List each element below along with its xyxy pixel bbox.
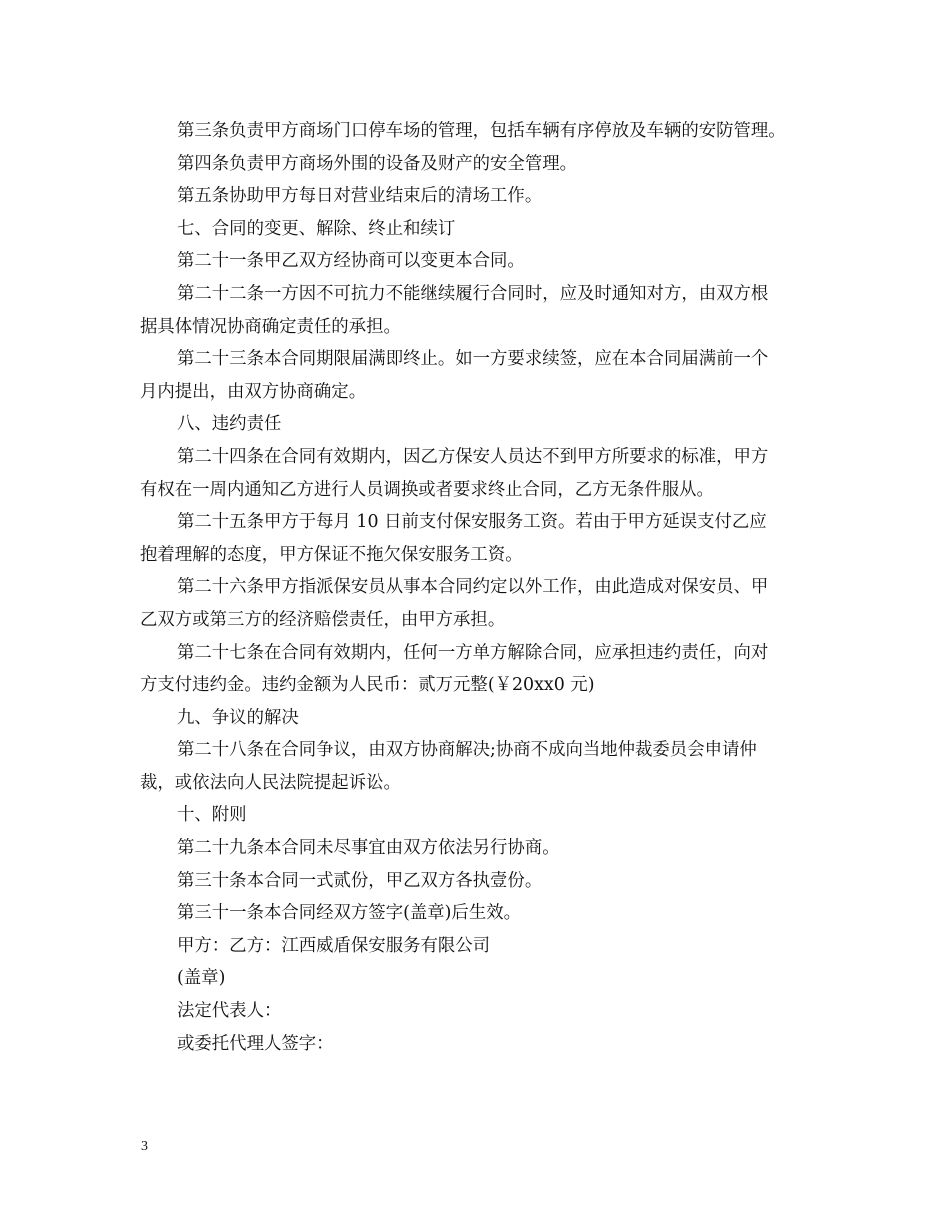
clause-paragraph: 第二十七条在合同有效期内，任何一方单方解除合同，应承担违约责任，向对	[177, 642, 769, 663]
clause-paragraph-continuation: 方支付违约金。违约金额为人民币：贰万元整(￥20xx0 元)	[140, 675, 595, 696]
seal-label: (盖章)	[177, 968, 226, 989]
clause-paragraph: 第二十八条在合同争议，由双方协商解决;协商不成向当地仲裁委员会申请仲	[177, 740, 757, 761]
section-heading: 九、争议的解决	[177, 707, 299, 728]
clause-paragraph-continuation: 据具体情况协商确定责任的承担。	[140, 316, 401, 337]
clause-paragraph: 第三条负责甲方商场门口停车场的管理，包括车辆有序停放及车辆的安防管理。	[177, 121, 786, 141]
clause-paragraph: 第二十九条本合同未尽事宜由双方依法另行协商。	[177, 838, 560, 859]
signature-parties: 甲方：乙方：江西威盾保安服务有限公司	[177, 935, 491, 956]
clause-paragraph: 第四条负责甲方商场外围的设备及财产的安全管理。	[177, 153, 577, 174]
legal-representative-label: 法定代表人：	[177, 1001, 282, 1022]
clause-paragraph: 第二十五条甲方于每月 10 日前支付保安服务工资。若由于甲方延误支付乙应	[177, 512, 767, 533]
clause-paragraph: 第二十三条本合同期限届满即终止。如一方要求续签，应在本合同届满前一个	[177, 349, 769, 370]
clause-paragraph: 第二十二条一方因不可抗力不能继续履行合同时，应及时通知对方，由双方根	[177, 283, 769, 304]
clause-paragraph: 第二十一条甲乙双方经协商可以变更本合同。	[177, 251, 525, 272]
section-heading: 八、违约责任	[177, 414, 282, 435]
section-heading: 七、合同的变更、解除、终止和续订	[177, 218, 456, 239]
clause-paragraph: 第二十六条甲方指派保安员从事本合同约定以外工作，由此造成对保安员、甲	[177, 577, 769, 598]
clause-paragraph: 第三十条本合同一式贰份，甲乙双方各执壹份。	[177, 870, 543, 891]
clause-paragraph-continuation: 裁，或依法向人民法院提起诉讼。	[140, 772, 401, 793]
clause-paragraph: 第三十一条本合同经双方签字(盖章)后生效。	[177, 903, 521, 924]
clause-paragraph: 第五条协助甲方每日对营业结束后的清场工作。	[177, 186, 543, 207]
document-body	[140, 115, 820, 1060]
page-number: 3	[141, 1139, 148, 1154]
section-heading: 十、附则	[177, 805, 247, 826]
clause-paragraph-continuation: 有权在一周内通知乙方进行人员调换或者要求终止合同，乙方无条件服从。	[140, 479, 714, 500]
clause-paragraph-continuation: 月内提出，由双方协商确定。	[140, 381, 367, 402]
clause-paragraph: 第二十四条在合同有效期内，因乙方保安人员达不到甲方所要求的标准，甲方	[177, 446, 769, 467]
clause-paragraph-continuation: 抱着理解的态度，甲方保证不拖欠保安服务工资。	[140, 544, 523, 565]
clause-paragraph-continuation: 乙双方或第三方的经济赔偿责任，由甲方承担。	[140, 609, 506, 630]
agent-signature-label: 或委托代理人签字：	[177, 1033, 334, 1054]
